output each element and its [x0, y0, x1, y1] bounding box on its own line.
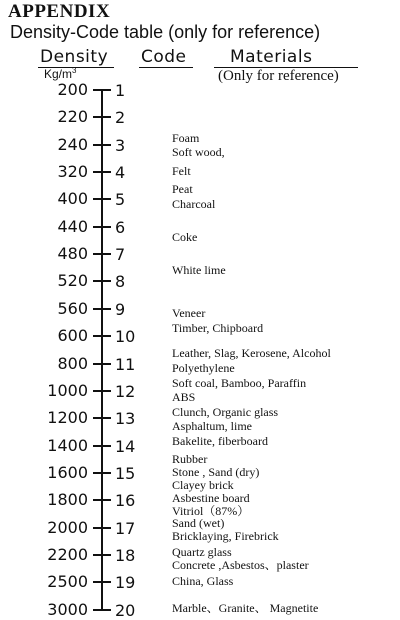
density-value: 400	[57, 189, 88, 208]
code-value: 2	[115, 108, 126, 127]
materials-column-header: Materials	[230, 47, 313, 67]
material-item: Concrete ,Asbestos、plaster	[172, 558, 309, 572]
material-item: Stone , Sand (dry)	[172, 465, 260, 479]
density-value: 1200	[47, 408, 88, 427]
code-value: 10	[115, 327, 136, 346]
material-item: Leather, Slag, Kerosene, Alcohol	[172, 346, 331, 360]
code-header-underline	[139, 67, 193, 68]
density-value: 600	[57, 326, 88, 345]
code-value: 1	[115, 81, 126, 100]
scale-tick	[93, 116, 111, 118]
scale-tick	[93, 280, 111, 282]
density-value: 320	[57, 162, 88, 181]
density-value: 1000	[47, 381, 88, 400]
code-value: 4	[115, 163, 126, 182]
material-item: Charcoal	[172, 197, 216, 211]
code-value: 16	[115, 491, 136, 510]
material-item: Marble、Granite、 Magnetite	[172, 601, 319, 615]
scale-tick	[93, 253, 111, 255]
scale-tick	[93, 445, 111, 447]
material-item: Bakelite, fiberboard	[172, 434, 268, 448]
scale-tick	[93, 144, 111, 146]
density-scale-line	[101, 90, 103, 610]
material-item: Asbestine board	[172, 491, 250, 505]
scale-tick	[93, 554, 111, 556]
material-item: Asphaltum, lime	[172, 419, 252, 433]
code-value: 8	[115, 272, 126, 291]
density-value: 2500	[47, 572, 88, 591]
scale-tick	[93, 390, 111, 392]
density-value: 3000	[47, 600, 88, 619]
scale-tick	[93, 499, 111, 501]
scale-tick	[93, 198, 111, 200]
scale-tick	[93, 89, 111, 91]
material-item: Coke	[172, 230, 198, 244]
material-item: Peat	[172, 182, 193, 196]
code-value: 12	[115, 382, 136, 401]
density-value: 1600	[47, 463, 88, 482]
density-unit-label: $Kg/m^3$	[44, 66, 77, 81]
scale-tick	[93, 609, 111, 611]
appendix-heading: APPENDIX	[8, 1, 111, 22]
code-value: 7	[115, 245, 126, 264]
code-value: 14	[115, 437, 136, 456]
material-item: Clunch, Organic glass	[172, 405, 279, 419]
material-item: Polyethylene	[172, 361, 235, 375]
table-title: Density-Code table (only for reference)	[10, 22, 321, 42]
density-value: 200	[57, 80, 88, 99]
scale-tick	[93, 171, 111, 173]
material-item: ABS	[172, 390, 196, 404]
scale-tick	[93, 335, 111, 337]
code-value: 5	[115, 190, 126, 209]
materials-note: (Only for reference)	[218, 68, 339, 84]
material-item: Sand (wet)	[172, 516, 225, 530]
material-item: Vitriol（87%）	[172, 504, 250, 518]
scale-tick	[93, 363, 111, 365]
code-column-header: Code	[141, 47, 187, 67]
density-value: 520	[57, 271, 88, 290]
material-item: Quartz glass	[172, 545, 232, 559]
material-item: Bricklaying, Firebrick	[172, 529, 279, 543]
scale-tick	[93, 417, 111, 419]
scale-tick	[93, 308, 111, 310]
density-value: 560	[57, 299, 88, 318]
material-item: Felt	[172, 164, 191, 178]
density-column-header: Density	[40, 47, 109, 67]
density-value: 440	[57, 217, 88, 236]
density-value: 2200	[47, 545, 88, 564]
density-value: 240	[57, 135, 88, 154]
material-item: China, Glass	[172, 574, 234, 588]
material-item: Soft wood,	[172, 145, 225, 159]
code-value: 17	[115, 519, 136, 538]
density-value: 2000	[47, 518, 88, 537]
material-item: Veneer	[172, 306, 206, 320]
density-value: 480	[57, 244, 88, 263]
code-value: 6	[115, 218, 126, 237]
scale-tick	[93, 581, 111, 583]
material-item: Timber, Chipboard	[172, 321, 264, 335]
material-item: Clayey brick	[172, 478, 234, 492]
code-value: 20	[115, 601, 136, 620]
code-value: 19	[115, 573, 136, 592]
code-value: 15	[115, 464, 136, 483]
material-item: Rubber	[172, 452, 208, 466]
code-value: 9	[115, 300, 126, 319]
density-value: 220	[57, 107, 88, 126]
scale-tick	[93, 472, 111, 474]
code-value: 13	[115, 409, 136, 428]
code-value: 3	[115, 136, 126, 155]
material-item: Foam	[172, 131, 200, 145]
scale-tick	[93, 226, 111, 228]
material-item: Soft coal, Bamboo, Paraffin	[172, 376, 307, 390]
code-value: 18	[115, 546, 136, 565]
density-value: 1400	[47, 436, 88, 455]
density-value: 1800	[47, 490, 88, 509]
material-item: White lime	[172, 263, 226, 277]
scale-tick	[93, 527, 111, 529]
code-value: 11	[115, 355, 136, 374]
density-value: 800	[57, 354, 88, 373]
